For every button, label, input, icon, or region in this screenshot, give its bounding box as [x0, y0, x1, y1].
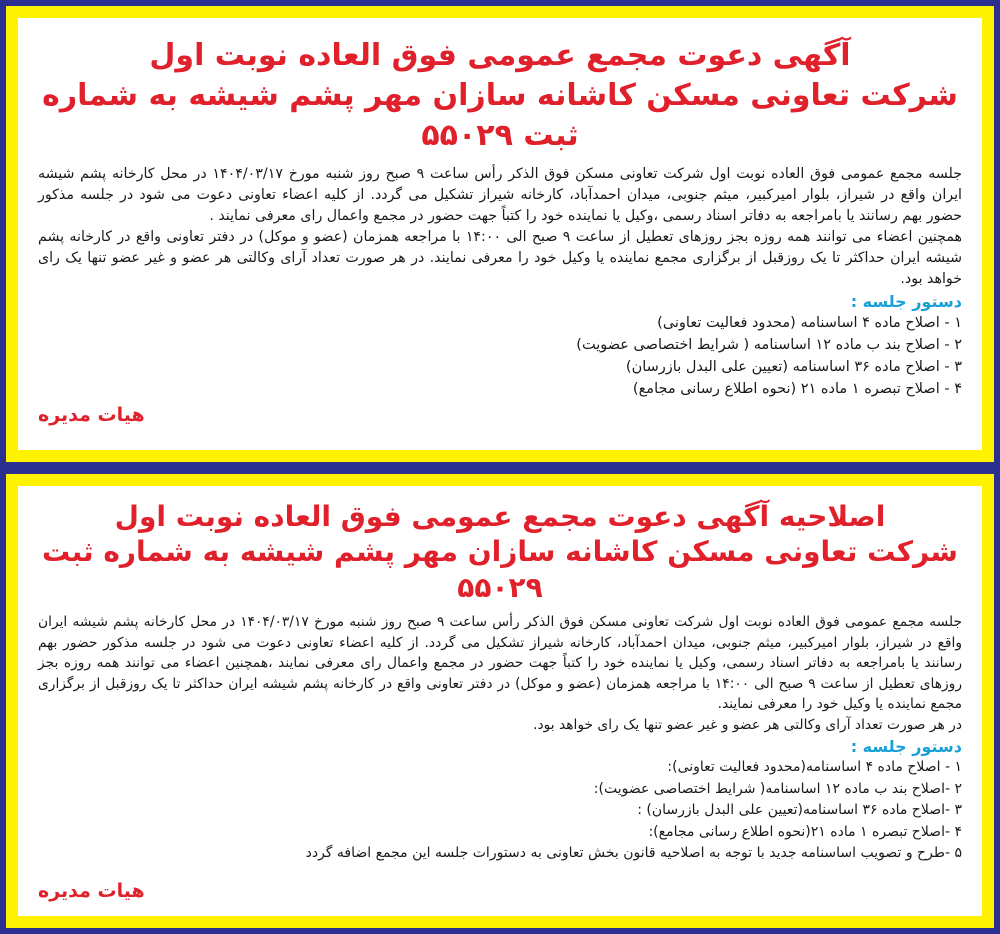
- paragraph-meeting-details: جلسه مجمع عمومی فوق العاده نوبت اول شرکت تعاونی مسکن فوق الذکر رأس ساعت ۹ صبح روز شنبه مورخ ۱۴۰۴/۰۳/۱۷ در محل کارخانه پشم شیشه ایران واقع در شیراز، بلوار امیرکبیر، میثم جنوبی، میدان احمدآباد، کارخانه شیراز تشکیل می گردد. از کلیه اعضاء تعاونی دعوت می شود در جلسه مذکور حضور بهم رسانند یا بامراجعه به دفاتر اسناد رسمی ،وکیل یا نماینده خود را کتباً جهت حضور در مجمع واعمال رای معرفی نمایند .: [38, 166, 962, 224]
- agenda-heading: دستور جلسه :: [850, 292, 962, 311]
- paragraph-proxy-rules: همچنین اعضاء می توانند همه روزه بجز روزهای تعطیل از ساعت ۹ صبح الی ۱۴:۰۰ با مراجعه همزمان (عضو و موکل) در دفتر تعاونی واقع در کارخانه پشم شیشه ایران حداکثر تا یک روزقبل از برگزاری مجمع نماینده یا وکیل خود را معرفی نمایند. در هر صورت تعداد آرای وکالتی هر عضو و غیر عضو تنها یک رای خواهد بود.: [38, 229, 963, 287]
- agenda-list: [38, 757, 962, 865]
- notice-correction-body: [18, 486, 982, 916]
- notice-invitation: [6, 6, 994, 462]
- agenda-item: ۲ -اصلاح بند ب ماده ۱۲ اساسنامه( شرایط اختصاصی عضویت):: [593, 780, 962, 797]
- company-title: شرکت تعاونی مسکن کاشانه سازان مهر پشم شیشه به شماره ثبت ۵۵۰۲۹: [42, 535, 958, 604]
- agenda-item: ۴ -اصلاح تبصره ۱ ماده ۲۱(نحوه اطلاع رسانی مجامع):: [648, 823, 962, 840]
- agenda-item: ۳ -اصلاح ماده ۳۶ اساسنامه(تعیین علی البدل بازرسان) :: [637, 802, 962, 818]
- agenda-item: ۵ -طرح و تصویب اساسنامه جدید با توجه به اصلاحیه قانون بخش تعاونی به دستورات جلسه این مجمع اضافه گردد: [305, 845, 962, 861]
- paragraph-meeting-details: جلسه مجمع عمومی فوق العاده نوبت اول شرکت تعاونی مسکن فوق الذکر رأس ساعت ۹ صبح روز شنبه مورخ ۱۴۰۴/۰۳/۱۷ در محل کارخانه پشم شیشه ایران واقع در شیراز، بلوار امیرکبیر، میثم جنوبی، میدان احمدآباد، کارخانه شیراز تشکیل می گردد. از کلیه اعضاء تعاونی دعوت می شود در جلسه مذکور حضور بهم رسانند یا بامراجعه به دفاتر اسناد رسمی، وکیل یا نماینده خود را کتباً جهت حضور در مجمع واعمال رای معرفی نمایند ،همچنین اعضاء می توانند همه روزه بجز روزهای تعطیل از ساعت ۹ صبح الی ۱۴:۰۰ با مراجعه همزمان (عضو و موکل) در دفتر تعاونی واقع در کارخانه پشم شیشه ایران حداکثر تا یک روزقبل از برگزاری مجمع نماینده یا وکیل خود را معرفی نمایند.: [38, 614, 962, 712]
- agenda-item: ۲ - اصلاح بند ب ماده ۱۲ اساسنامه ( شرایط اختصاصی عضویت): [576, 337, 962, 353]
- agenda-list: [38, 312, 962, 400]
- agenda-item: ۱ - اصلاح ماده ۴ اساسنامه (محدود فعالیت تعاونی): [657, 315, 962, 331]
- agenda-heading: دستور جلسه :: [850, 737, 962, 756]
- agenda-item: ۳ - اصلاح ماده ۳۶ اساسنامه (تعیین علی البدل بازرسان): [625, 359, 962, 375]
- notice-invitation-body: [18, 18, 982, 450]
- agenda-item: ۱ - اصلاح ماده ۴ اساسنامه(محدود فعالیت تعاونی):: [667, 759, 962, 775]
- notice-body: [38, 164, 962, 290]
- correction-title: اصلاحیه آگهی دعوت مجمع عمومی فوق العاده نوبت اول: [114, 500, 886, 533]
- board-signature: هیات مدیره: [38, 880, 145, 902]
- company-title: شرکت تعاونی مسکن کاشانه سازان مهر پشم شیشه به شماره ثبت ۵۵۰۲۹: [42, 78, 958, 153]
- notice-title: آگهی دعوت مجمع عمومی فوق العاده نوبت اول: [149, 38, 851, 73]
- notice-body: [38, 612, 962, 735]
- agenda-item: ۴ - اصلاح تبصره ۱ ماده ۲۱ (نحوه اطلاع رسانی مجامع): [632, 381, 962, 397]
- paragraph-vote-rule: در هر صورت تعداد آرای وکالتی هر عضو و غیر عضو تنها یک رای خواهد بود.: [533, 716, 962, 733]
- notice-correction: [6, 474, 994, 928]
- board-signature: هیات مدیره: [38, 404, 145, 426]
